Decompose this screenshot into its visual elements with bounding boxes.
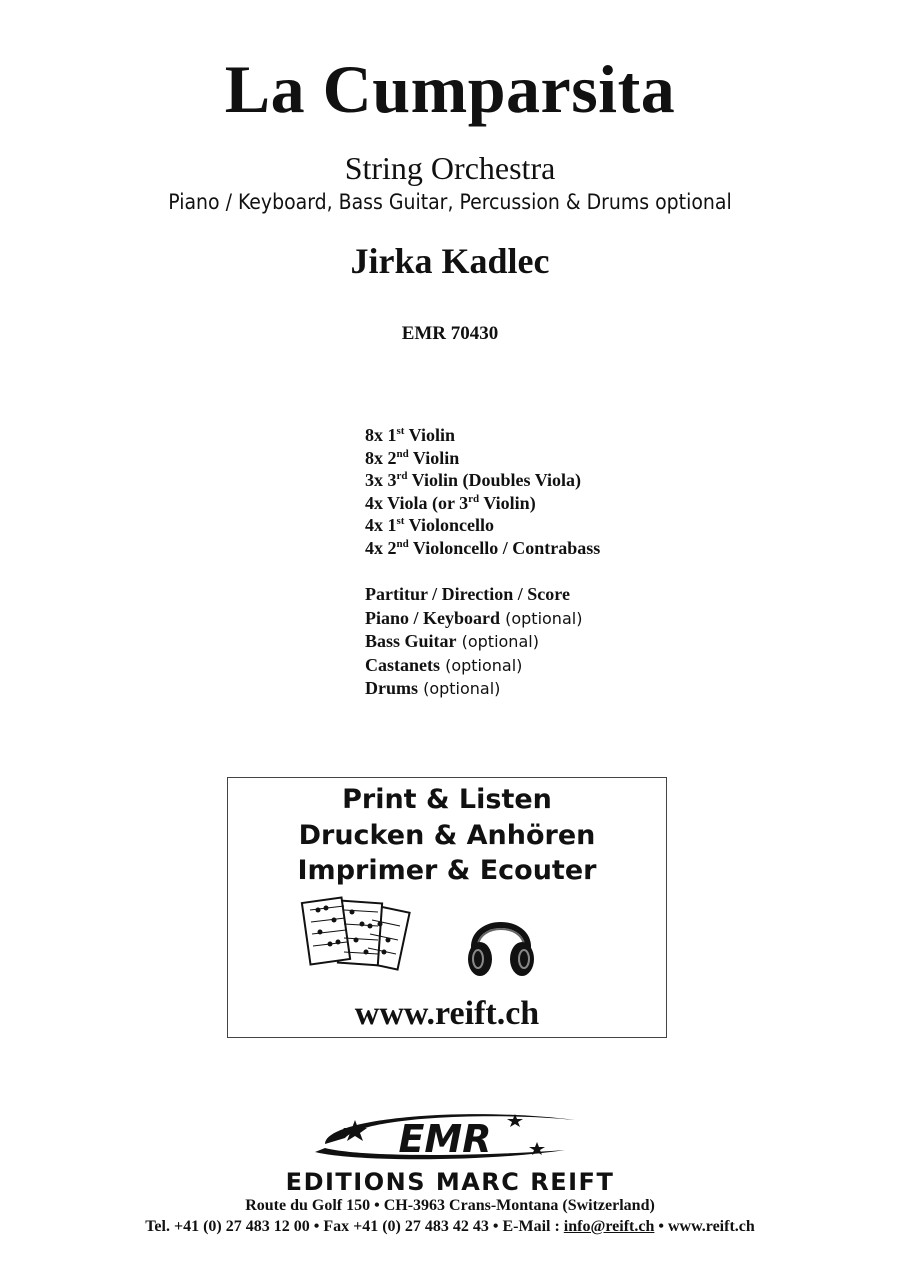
composer-name: Jirka Kadlec: [350, 241, 550, 281]
promo-line-english: Print & Listen: [342, 784, 552, 815]
extra-item: Castanets (optional): [365, 654, 523, 675]
promo-line-french: Imprimer & Ecouter: [297, 855, 597, 886]
extra-item: Partitur / Direction / Score: [365, 584, 570, 604]
part-item: 4x 2nd Violoncello / Contrabass: [365, 537, 601, 558]
page-title: La Cumparsita: [224, 51, 676, 127]
extras-list: [365, 583, 582, 701]
extra-item: Bass Guitar (optional): [365, 631, 539, 652]
website-link[interactable]: www.reift.ch: [354, 995, 540, 1032]
ensemble-subtitle: String Orchestra: [344, 150, 556, 186]
emr-logo: [255, 1108, 645, 1166]
publisher-name: EDITIONS MARC REIFT: [285, 1168, 615, 1196]
sheet-music-icon: [300, 896, 412, 974]
parts-list: [365, 424, 600, 560]
optional-instruments: Piano / Keyboard, Bass Guitar, Percussion & Drums optional: [168, 190, 732, 214]
extra-item: Drums (optional): [365, 678, 501, 699]
part-item: 8x 1st Violin: [365, 425, 455, 445]
part-item: 4x 1st Violoncello: [365, 515, 494, 536]
extra-item: Piano / Keyboard (optional): [365, 607, 583, 628]
headphones-icon: [466, 903, 536, 981]
email-link[interactable]: info@reift.ch: [563, 1218, 655, 1235]
print-listen-box: [227, 777, 667, 1038]
publisher-contact: Tel. +41 (0) 27 483 12 00 • Fax +41 (0) 27 483 42 43 • E-Mail : info@reift.ch • www.reift.ch: [145, 1218, 755, 1235]
promo-line-german: Drucken & Anhören: [298, 820, 596, 851]
publisher-address: Route du Golf 150 • CH-3963 Crans-Montana (Switzerland): [245, 1197, 655, 1214]
catalog-number: EMR 70430: [401, 323, 499, 344]
part-item: 4x Viola (or 3rd Violin): [365, 492, 536, 513]
svg-text:EMR: EMR: [398, 1117, 492, 1161]
part-item: 3x 3rd Violin (Doubles Viola): [365, 470, 582, 491]
part-item: 8x 2nd Violin: [365, 447, 460, 468]
